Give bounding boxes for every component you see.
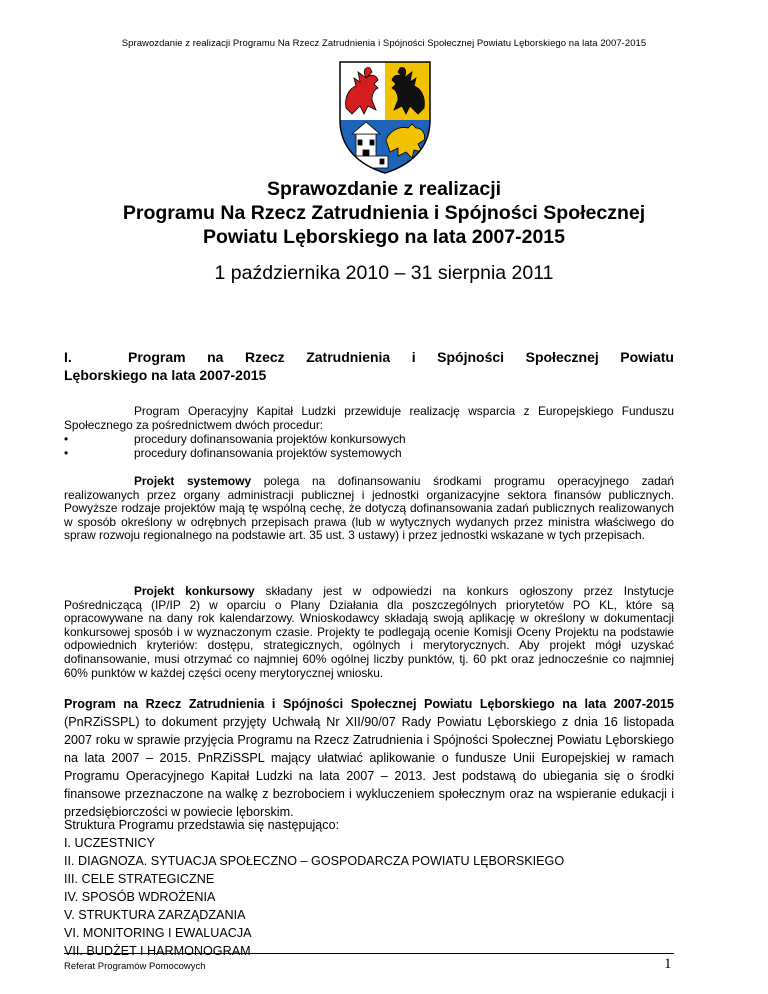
bullet-icon: • [64,445,69,460]
bullet-icon: • [64,432,69,446]
list-item: • procedury dofinansowania projektów systemowych [64,445,402,460]
section-number: I. [64,349,72,365]
term-program: Program na Rzecz Zatrudnienia i Spójności Społecznej Powiatu Lęborskiego na lata 2007-2015 [64,697,674,711]
structure-item: II. DIAGNOZA. SYTUACJA SPOŁECZNO – GOSPODARCZA POWIATU LĘBORSKIEGO [64,854,565,868]
systemowy-paragraph: Projekt systemowy polega na dofinansowaniu środkami programu operacyjnego zadań realizowanych przez organy administracji publicznej i jednostki organizacyjne sektora finansów publicznych. Powyższe rodzaje projektów mają tę wspólną cechę, że dotyczą dofinansowania zadań publicznych realizowanych w sposób określony w odrębnych przepisach prawa (lub w wytycznych wydanych przez ministra właściwego do spraw rozwoju regionalnego na podstawie art. 35 ust. 3 ustawy) i przez jednostki wskazane w tych przepisach. [64,474,674,543]
list-item: • procedury dofinansowania projektów konkursowych [64,432,406,446]
title-line-1: Sprawozdanie z realizacji [266,178,502,200]
program-paragraph: Program na Rzecz Zatrudnienia i Spójności Społecznej Powiatu Lęborskiego na lata 2007-2015 (PnRZiSSPL) to dokument przyjęty Uchwałą Nr XII/90/07 Rady Powiatu Lęborskiego z dnia 16 listopada 2007 roku w sprawie przyjęcia Programu na Rzecz Zatrudnienia i Spójności Społecznej Powiatu Lęborskiego na lata 2007 – 2015. PnRZiSSPL mający ułatwiać aplikowanie o fundusze Unii Europejskiej w ramach Programu Operacyjnego Kapitał Ludzki na lata 2007 – 2013. Jest podstawą do ubiegania się o środki finansowe przeznaczone na walkę z bezrobociem i wykluczeniem społecznym oraz na wspieranie edukacji i przedsiębiorczości w powiecie lęborskim. [64,697,674,819]
structure-item: VII. BUDŻET I HARMONOGRAM [64,944,251,958]
section-heading-word: Powiatu [620,349,674,365]
coat-of-arms-logo [336,58,434,176]
section-heading-line-2: Lęborskiego na lata 2007-2015 [64,367,267,383]
running-header: Sprawozdanie z realizacji Programu Na Rzecz Zatrudnienia i Spójności Społecznej Powiatu Lęborskiego na lata 2007-2015 [121,38,647,49]
structure-item: I. UCZESTNICY [64,836,155,850]
section-heading-word: Program [128,349,186,365]
report-period: 1 października 2010 – 31 sierpnia 2011 [214,262,554,284]
structure-intro: Struktura Programu przedstawia się następująco: [64,818,340,832]
structure-item: VI. MONITORING I EWALUACJA [64,926,252,940]
title-line-2: Programu Na Rzecz Zatrudnienia i Spójności Społecznej [122,202,646,224]
section-heading-word: i [411,349,416,365]
section-heading-word: Rzecz [244,349,285,365]
section-heading-word: Spójności [437,349,505,365]
structure-item: V. STRUKTURA ZARZĄDZANIA [64,908,246,922]
procedure-list [64,433,406,460]
title-line-3: Powiatu Lęborskiego na lata 2007-2015 [203,226,565,248]
footer-divider [64,953,674,954]
document-title [60,177,708,249]
section-heading-word: Zatrudnienia [306,349,391,365]
structure-item: III. CELE STRATEGICZNE [64,872,215,886]
term-konkursowy: Projekt konkursowy [134,584,255,598]
term-systemowy: Projekt systemowy [134,474,252,488]
page-number: 1 [664,956,672,972]
konkursowy-paragraph: Projekt konkursowy składany jest w odpowiedzi na konkurs ogłoszony przez Instytucje Pośredniczącą (IP/IP 2) w oparciu o Plany Działania dla poszczególnych priorytetów PO KL, które są opracowywane na dany rok kalendarzowy. Wnioskodawcy składają swoją aplikację w określony w dokumentacji konkursowej sposób i w wyznaczonym czasie. Projekty te podlegają ocenie Komisji Oceny Projektu na podstawie odpowiednich kryteriów: dostępu, strategicznych, ogólnych i merytorycznych. Aby projekt mógł uzyskać dofinansowanie, musi otrzymać co najmniej 60% ogólnej liczby punktów, tj. 60 pkt oraz jednocześnie co najmniej 60% punktów w każdej części oceny merytorycznej wniosku. [64,584,674,680]
footer-department: Referat Programów Pomocowych [64,961,206,972]
section-heading [64,348,674,384]
structure-list [64,816,564,960]
intro-paragraph: Program Operacyjny Kapitał Ludzki przewiduje realizację wsparcia z Europejskiego Funduszu Społecznego za pośrednictwem dwóch procedur: [64,404,674,432]
section-heading-word: Społecznej [525,349,599,365]
section-heading-word: na [207,349,224,365]
structure-item: IV. SPOSÓB WDROŻENIA [64,890,216,904]
